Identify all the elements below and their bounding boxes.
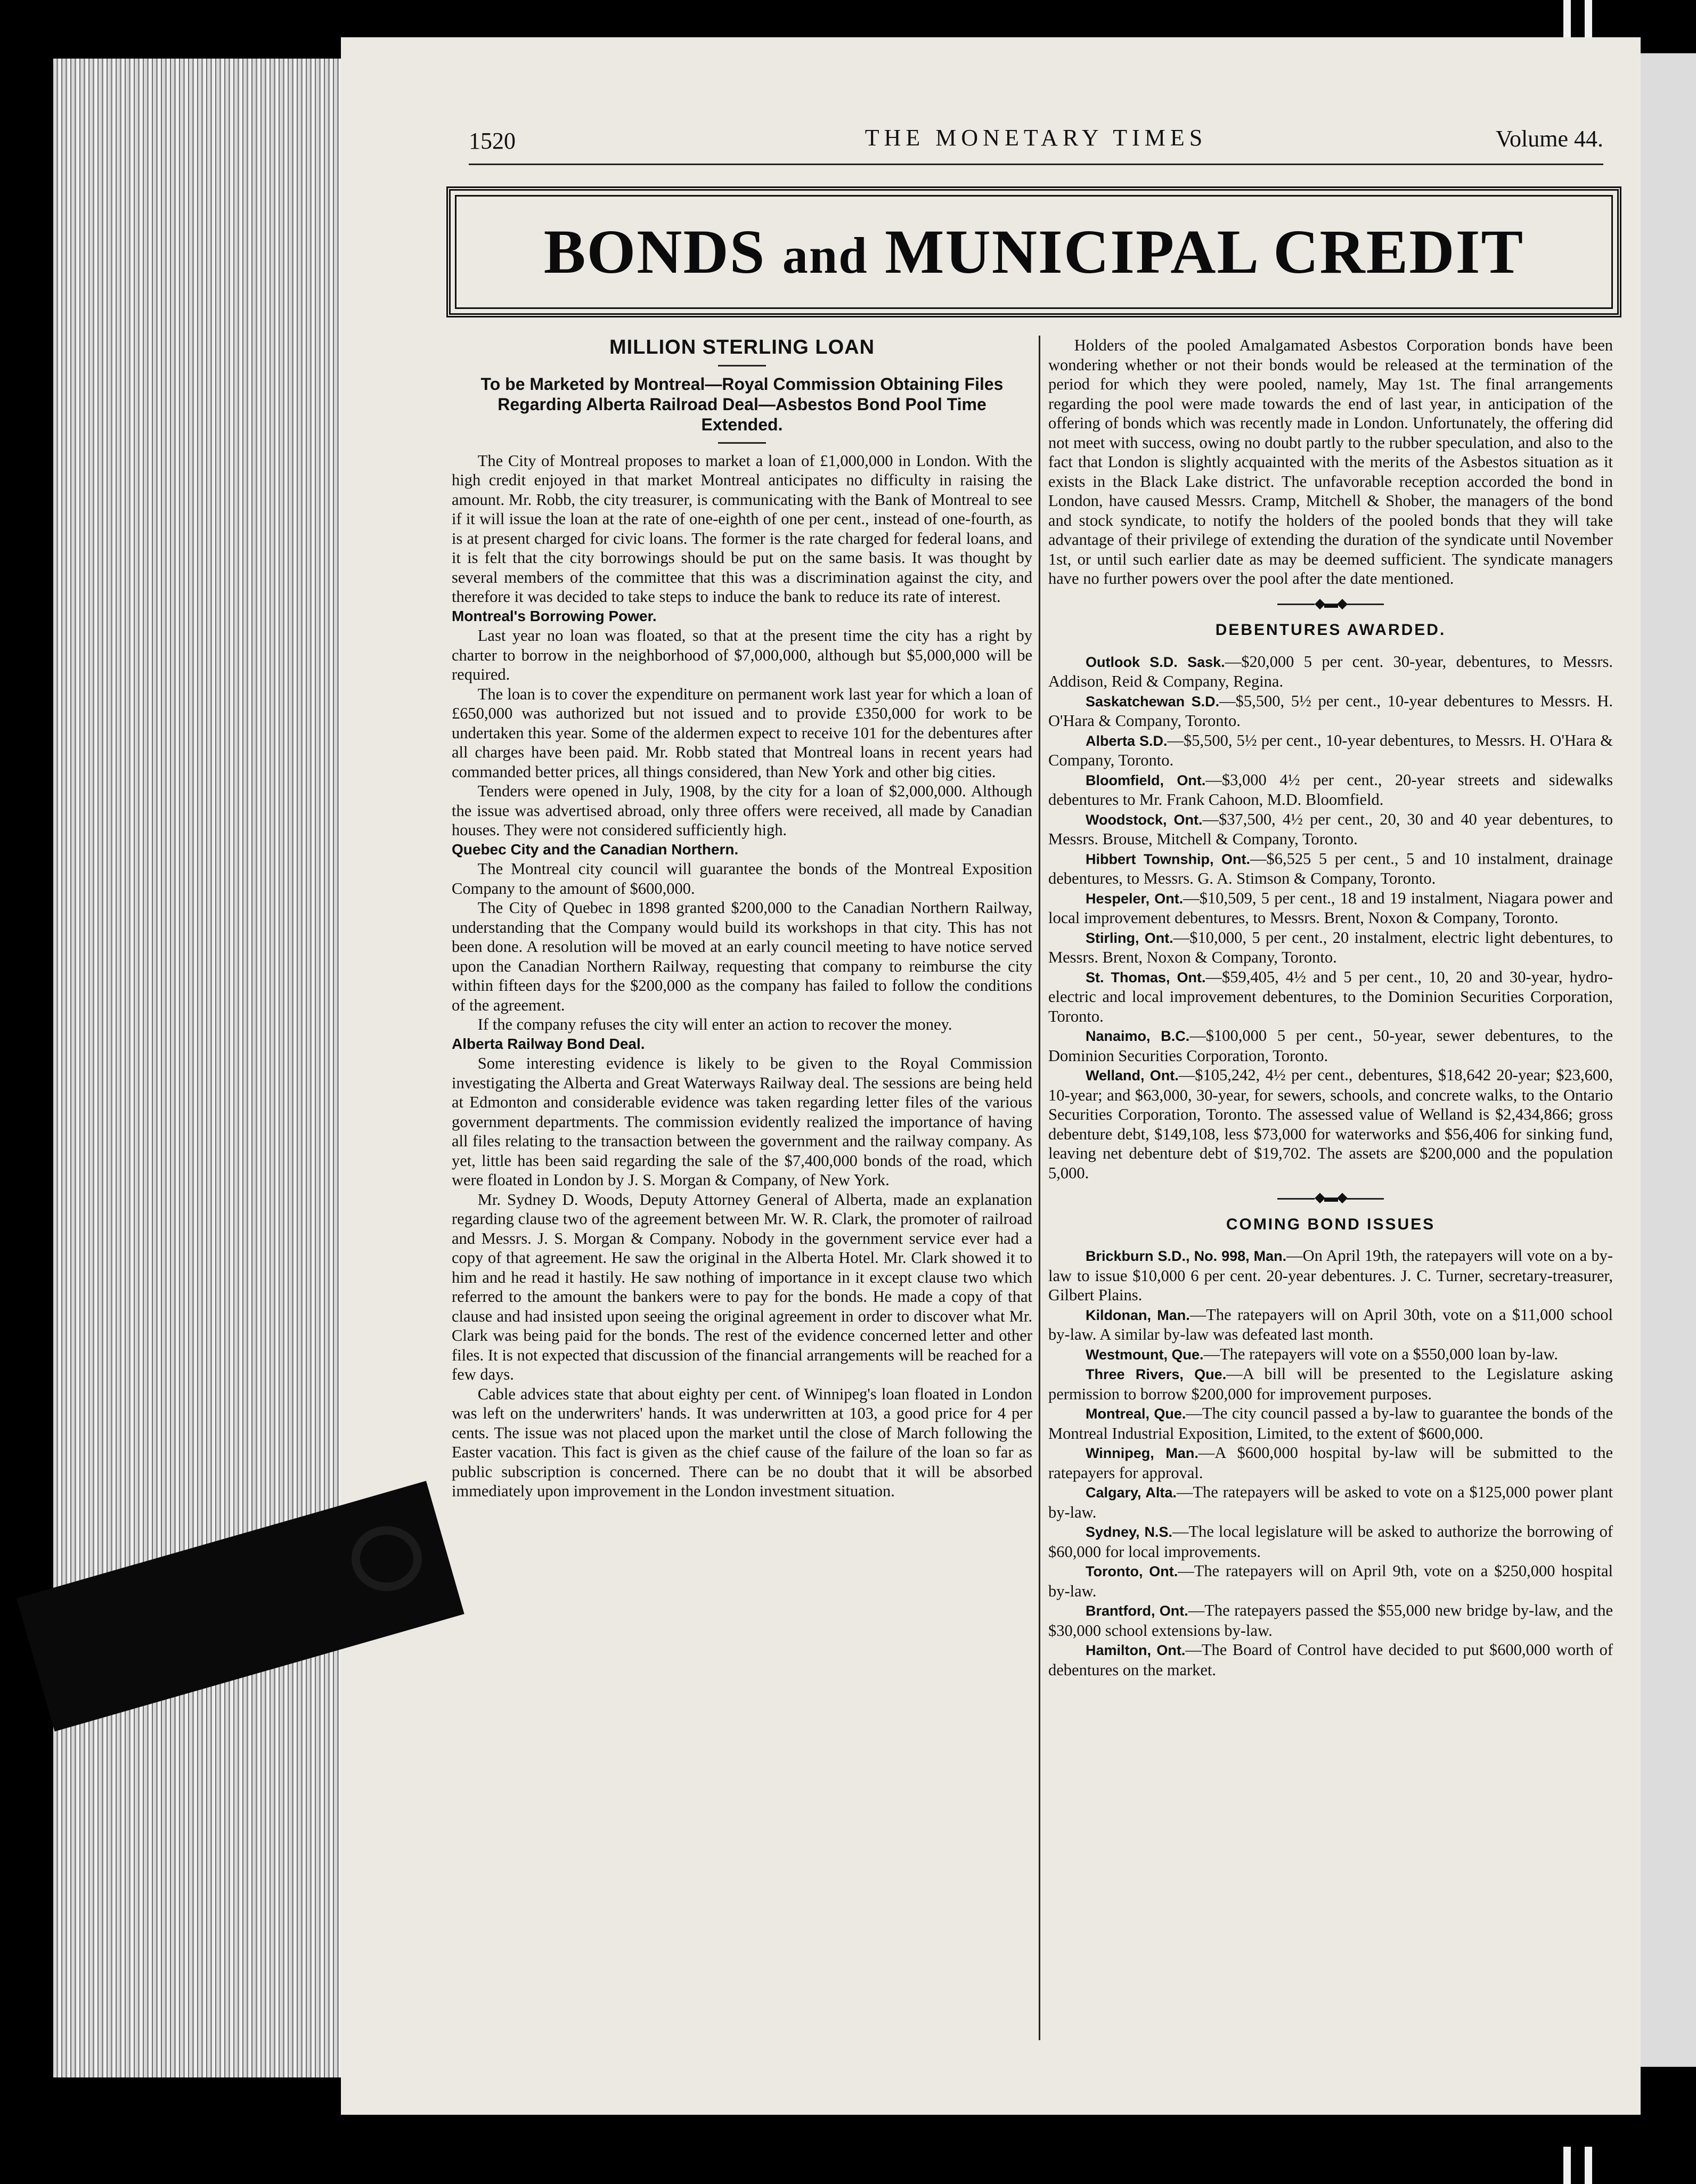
page-number: 1520 xyxy=(469,128,516,154)
entry-lead: Bloomfield, Ont. xyxy=(1086,772,1206,788)
paragraph: Last year no loan was floated, so that at the present time the city has a right by charter to borrow in the neighborhood of $7,000,000, although but $5,000,000 will be required. xyxy=(452,626,1032,683)
entry-text: —The ratepayers will be asked to vote on a $125,000 power plant by-law. xyxy=(1048,1483,1613,1521)
subheading: Montreal's Borrowing Power. xyxy=(452,607,657,624)
right-column xyxy=(1048,336,1613,1680)
short-rule xyxy=(718,442,766,444)
entry-lead: Sydney, N.S. xyxy=(1086,1524,1172,1540)
entry-lead: Nanaimo, B.C. xyxy=(1086,1028,1190,1044)
book-page-edges xyxy=(53,59,352,2077)
entry-lead: Woodstock, Ont. xyxy=(1086,811,1203,828)
entry-text: —A bill will be presented to the Legislature asking permission to borrow $200,000 for improvement purposes. xyxy=(1048,1365,1613,1403)
debentures-list xyxy=(1048,652,1613,1183)
entry-text: —$10,509, 5 per cent., 18 and 19 instalment, Niagara power and local improvement debentures, to Messrs. Brent, Noxon & Company, Toronto. xyxy=(1048,889,1613,927)
list-item xyxy=(1048,967,1613,1026)
entry-text: —The local legislature will be asked to authorize the borrowing of $60,000 for local improvements. xyxy=(1048,1522,1613,1561)
debentures-heading: DEBENTURES AWARDED. xyxy=(1215,621,1446,639)
header-rule xyxy=(469,164,1603,165)
paragraph: The City of Montreal proposes to market a loan of £1,000,000 in London. With the high credit enjoyed in that market Montreal anticipates no difficulty in raising the amount. Mr. Robb, the city treasurer, is communicating with the Bank of Montreal to see if it will issue the loan at the rate of one-eighth of one per cent., instead of one-fourth, as is at present charged for civic loans. The former is the rate charged for federal loans, and it is felt that the city borrowings should be put on the same basis. It was thought by several members of the committee that this was a discrimination against the city, and therefore it was decided to take steps to induce the bank to reduce its rate of interest. xyxy=(452,451,1032,606)
entry-lead: Calgary, Alta. xyxy=(1086,1485,1177,1501)
facing-page-edge xyxy=(1641,53,1696,2067)
short-rule xyxy=(718,365,766,366)
journal-title: THE MONETARY TIMES xyxy=(865,125,1208,151)
ornament-divider: ◆▬◆ xyxy=(1048,1188,1613,1208)
paragraph: If the company refuses the city will enter an action to recover the money. xyxy=(477,1015,952,1033)
entry-text: —$20,000 5 per cent. 30-year, debentures, to Messrs. Addison, Reid & Company, Regina. xyxy=(1048,652,1613,690)
list-item xyxy=(1048,849,1613,889)
list-item xyxy=(1048,1561,1613,1601)
column-divider xyxy=(1039,336,1040,2040)
list-item xyxy=(1048,731,1613,770)
list-item xyxy=(1048,1246,1613,1305)
list-item xyxy=(1048,810,1613,849)
entry-lead: Kildonan, Man. xyxy=(1086,1307,1190,1323)
entry-lead: Hibbert Township, Ont. xyxy=(1086,851,1250,867)
entry-lead: Alberta S.D. xyxy=(1086,732,1168,749)
list-item xyxy=(1048,928,1613,967)
list-item xyxy=(1048,1640,1613,1680)
list-item xyxy=(1048,889,1613,928)
entry-lead: Hespeler, Ont. xyxy=(1086,890,1184,907)
section-title-amp: and xyxy=(782,227,868,284)
entry-text: —$59,405, 4½ and 5 per cent., 10, 20 and 30-year, hydro-electric and local improvement debentures, to the Dominion Securities Corporation, Toronto. xyxy=(1048,967,1613,1025)
ornament-divider: ◆▬◆ xyxy=(1048,594,1613,614)
entry-lead: Saskatchewan S.D. xyxy=(1086,693,1220,710)
paragraph: The loan is to cover the expenditure on permanent work last year for which a loan of £650,000 was authorized but not issued and to provide £350,000 for work to be undertaken this year. Some of the aldermen expect to receive 101 for the debentures after all charges have been paid. Mr. Robb stated that Montreal loans in recent years had commanded better prices, all things considered, than New York and other big cities. xyxy=(452,684,1032,781)
entry-text: —$3,000 4½ per cent., 20-year streets and sidewalks debentures to Mr. Frank Cahoon, M.D. Bloomfield. xyxy=(1048,770,1613,809)
section-title xyxy=(544,216,1524,288)
section-title-part1: BONDS xyxy=(543,217,766,287)
list-item xyxy=(1048,1344,1613,1365)
coming-issues-heading: COMING BOND ISSUES xyxy=(1226,1215,1436,1233)
entry-lead: St. Thomas, Ont. xyxy=(1086,969,1206,985)
list-item xyxy=(1048,1065,1613,1183)
entry-lead: Outlook S.D. Sask. xyxy=(1086,654,1225,670)
running-header xyxy=(469,120,1603,157)
entry-lead: Welland, Ont. xyxy=(1086,1067,1179,1083)
entry-text: —$37,500, 4½ per cent., 20, 30 and 40 year debentures, to Messrs. Brouse, Mitchell & Company, Toronto. xyxy=(1048,810,1613,848)
entry-text: —$100,000 5 per cent., 50-year, sewer debentures, to the Dominion Securities Corporation, Toronto. xyxy=(1048,1026,1613,1065)
entry-text: —The city council passed a by-law to guarantee the bonds of the Montreal Industrial Exposition, Limited, to the extent of $600,000. xyxy=(1048,1404,1613,1443)
left-column xyxy=(452,336,1032,1501)
article-headline: MILLION STERLING LOAN xyxy=(609,336,875,358)
entry-text: —The ratepayers will vote on a $550,000 loan by-law. xyxy=(1203,1344,1558,1363)
entry-text: —$5,500, 5½ per cent., 10-year debentures to Messrs. H. O'Hara & Company, Toronto. xyxy=(1048,691,1613,730)
list-item xyxy=(1048,691,1613,731)
paragraph: Mr. Sydney D. Woods, Deputy Attorney General of Alberta, made an explanation regarding clause two of the agreement between Mr. W. R. Clark, the promoter of railroad and Messrs. J. S. Morgan & Company. Nobody in the government service ever had a copy of that agreement. He saw the original in the Alberta Hotel. Mr. Clark showed it to him and he read it hastily. He saw nothing of importance in it except clause two which referred to the amount the bankers were to pay for the bonds. He made a copy of that clause and had insisted upon seeing the original agreement in order to discover what Mr. Clark was being paid for the bonds. The rest of the evidence concerned letter and other files. It is not expected that discussion of the financial arrangements will be reached for a few days. xyxy=(452,1190,1032,1383)
paragraph: The Montreal city council will guarantee the bonds of the Montreal Exposition Company to the amount of $600,000. xyxy=(452,860,1032,898)
entry-lead: Stirling, Ont. xyxy=(1086,930,1173,946)
entry-text: —The ratepayers passed the $55,000 new bridge by-law, and the $30,000 school extensions by-law. xyxy=(1048,1601,1613,1640)
subheading: Quebec City and the Canadian Northern. xyxy=(452,841,739,858)
list-item xyxy=(1048,1305,1613,1344)
entry-lead: Toronto, Ont. xyxy=(1086,1563,1178,1579)
entry-text: —$5,500, 5½ per cent., 10-year debentures, to Messrs. H. O'Hara & Company, Toronto. xyxy=(1048,731,1613,769)
binder-clip-ring xyxy=(352,1526,422,1591)
list-item xyxy=(1048,770,1613,810)
entry-lead: Brickburn S.D., No. 998, Man. xyxy=(1086,1248,1287,1264)
entry-lead: Hamilton, Ont. xyxy=(1086,1642,1186,1658)
list-item xyxy=(1048,1601,1613,1640)
scan-mark xyxy=(1585,2147,1592,2184)
list-item xyxy=(1048,1522,1613,1561)
entry-text: —$6,525 5 per cent., 5 and 10 instalment, drainage debentures, to Messrs. G. A. Stimson & Company, Toronto. xyxy=(1048,849,1613,887)
scan-mark xyxy=(1585,0,1592,37)
paragraph: The City of Quebec in 1898 granted $200,000 to the Canadian Northern Railway, understanding that the Company would build its workshops in that city. This has not been done. A resolution will be moved at an early council meeting to have notice served upon the Canadian Northern Railway, requesting that company to reimburse the city within fifteen days for the $200,000 as the company has failed to follow the conditions of the agreement. xyxy=(452,899,1032,1014)
subheading: Alberta Railway Bond Deal. xyxy=(452,1035,645,1052)
entry-text: —On April 19th, the ratepayers will vote on a by-law to issue $10,000 6 per cent. 20-year debentures. J. C. Turner, secretary-treasurer, Gilbert Plains. xyxy=(1048,1246,1613,1304)
paragraph: Some interesting evidence is likely to be given to the Royal Commission investigating the Alberta and Great Waterways Railway deal. The sessions are being held at Edmonton and considerable evidence was taken regarding letter files of the various government departments. The commission evidently realized the importance of having all files relating to the transaction between the government and the railway company. As yet, little has been said regarding the sale of the $7,400,000 bonds of the road, which were floated in London by J. S. Morgan & Company, of New York. xyxy=(452,1054,1032,1189)
entry-lead: Three Rivers, Que. xyxy=(1086,1366,1227,1382)
paragraph: Tenders were opened in July, 1908, by the city for a loan of $2,000,000. Although the issue was advertised abroad, only three offers were received, all made by Canadian houses. They were not considered sufficiently high. xyxy=(452,782,1032,839)
entry-lead: Montreal, Que. xyxy=(1086,1406,1186,1422)
scan-mark xyxy=(1563,0,1571,37)
list-item xyxy=(1048,1404,1613,1443)
scan-mark xyxy=(1563,2147,1571,2184)
volume-label: Volume 44. xyxy=(1495,126,1603,152)
entry-lead: Brantford, Ont. xyxy=(1086,1603,1188,1619)
list-item xyxy=(1048,652,1613,691)
list-item xyxy=(1048,1026,1613,1065)
entry-text: —$105,242, 4½ per cent., debentures, $18,642 20-year; $23,600, 10-year; and $63,000, 30-year, for sewers, schools, and concrete walks, to the Ontario Securities Corporation, Toronto. The assessed value of Welland is $2,434,866; gross debenture debt, $149,108, less $73,000 for waterworks and $56,406 for sinking fund, leaving net debenture debt of $19,702. The assets are $200,000 and the population 5,000. xyxy=(1048,1066,1613,1182)
article-deck: To be Marketed by Montreal—Royal Commission Obtaining Files Regarding Alberta Railroad Deal—Asbestos Bond Pool Time Extended. xyxy=(480,374,1004,434)
paragraph: Holders of the pooled Amalgamated Asbestos Corporation bonds have been wondering whether or not their bonds would be released at the termination of the period for which they were pooled, namely, May 1st. The final arrangements regarding the pool were made towards the end of last year, in anticipation of the offering of bonds which was recently made in London. Unfortunately, the offering did not meet with success, owing no doubt partly to the rubber speculation, and also to the fact that London is slightly acquainted with the merits of the Asbestos situation as it exists in the Black Lake district. The unfavorable reception accorded the bond in London, have caused Messrs. Cramp, Mitchell & Shober, the managers of the bond and stock syndicate, to notify the holders of the pooled bonds that they will take advantage of their privilege of extending the duration of the syndicate until November 1st, or until such earlier date as may be deemed sufficient. The syndicate managers have no further powers over the pool after the date mentioned. xyxy=(1048,336,1613,588)
entry-text: —The Board of Control have decided to put $600,000 worth of debentures on the market. xyxy=(1048,1641,1613,1679)
section-title-box xyxy=(446,186,1621,317)
list-item xyxy=(1048,1443,1613,1482)
entry-lead: Westmount, Que. xyxy=(1086,1346,1204,1363)
entry-text: —$10,000, 5 per cent., 20 instalment, electric light debentures, to Messrs. Brent, Noxon & Company, Toronto. xyxy=(1048,928,1613,966)
paragraph: Cable advices state that about eighty per cent. of Winnipeg's loan floated in London was left on the underwriters' hands. It was underwritten at 103, a good price for 4 per cents. The issue was not placed upon the market until the close of March following the Easter vacation. This fact is given as the chief cause of the failure of the loan so far as public subscription is concerned. There can be no doubt that it will be absorbed immediately upon improvement in the London investment situation. xyxy=(452,1384,1032,1500)
entry-lead: Winnipeg, Man. xyxy=(1086,1445,1198,1461)
entry-text: —The ratepayers will on April 30th, vote on a $11,000 school by-law. A similar by-law was defeated last month. xyxy=(1048,1305,1613,1343)
list-item xyxy=(1048,1482,1613,1522)
entry-text: —A $600,000 hospital by-law will be submitted to the ratepayers for approval. xyxy=(1048,1444,1613,1482)
section-title-part2: MUNICIPAL CREDIT xyxy=(885,217,1524,287)
entry-text: —The ratepayers will on April 9th, vote on a $250,000 hospital by-law. xyxy=(1048,1562,1613,1600)
coming-issues-list xyxy=(1048,1246,1613,1680)
list-item xyxy=(1048,1364,1613,1404)
